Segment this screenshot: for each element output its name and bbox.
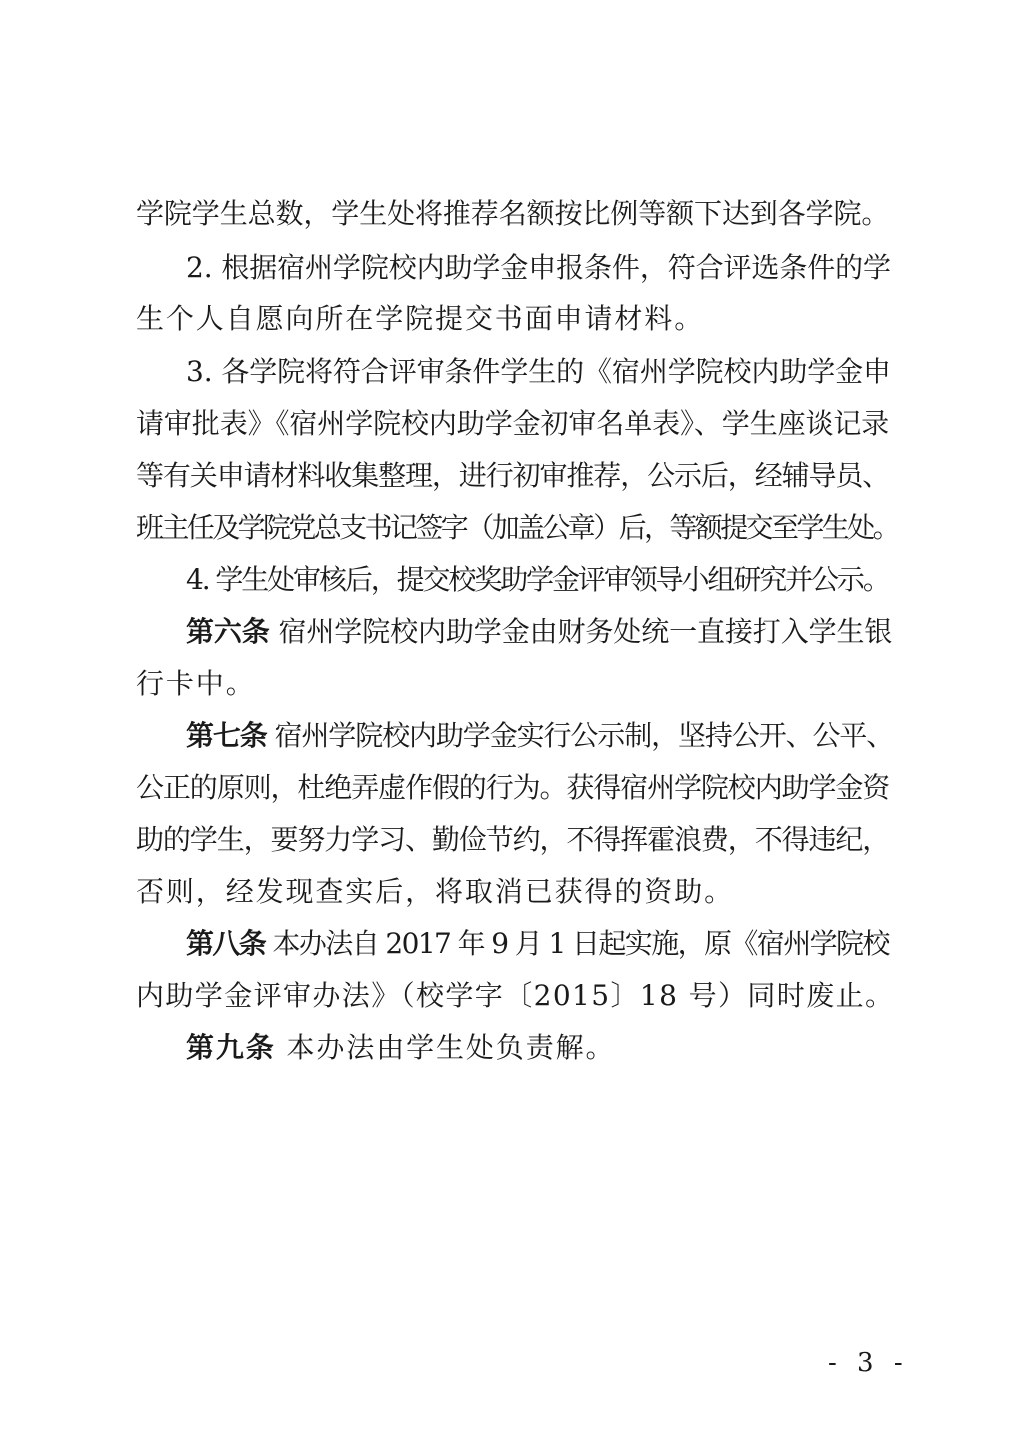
paragraph-line [136, 456, 889, 496]
line-text: 宿州学院校内助学金实行公示制，坚持公开、公平、 [266, 719, 894, 752]
paragraph-line [136, 508, 898, 548]
article-label: 第八条 [186, 927, 266, 960]
paragraph-line [136, 194, 889, 234]
line-text: 请审批表》《宿州学院校内助学金初审名单表》、学生座谈记录 [136, 407, 890, 440]
line-text: 本办法自 2017 年 9 月 1 日起实施，原《宿州学院校 [265, 927, 889, 960]
line-text: 3. 各学院将符合评审条件学生的《宿州学院校内助学金申 [186, 355, 891, 388]
paragraph-line [136, 976, 894, 1016]
line-text: 否则，经发现查实后，将取消已获得的资助。 [136, 875, 735, 908]
article-line [186, 924, 889, 964]
line-text: 等有关申请材料收集整理，进行初审推荐，公示后，经辅导员、 [136, 459, 890, 492]
page-number: - 3 - [828, 1348, 909, 1378]
article-label: 第九条 [186, 1031, 276, 1064]
paragraph-line [186, 560, 889, 600]
paragraph-line [136, 404, 889, 444]
article-line [186, 612, 892, 652]
article-label: 第六条 [186, 615, 270, 648]
line-text: 班主任及学院党总支书记签字（加盖公章）后，等额提交至学生处。 [136, 511, 899, 544]
article-line [186, 716, 893, 756]
line-text: 内助学金评审办法》（校学字〔2015〕18 号）同时废止。 [136, 979, 895, 1012]
line-text: 4. 学生处审核后，提交校奖助学金评审领导小组研究并公示。 [186, 563, 889, 596]
line-text: 宿州学院校内助学金由财务处统一直接打入学生银 [269, 615, 893, 648]
paragraph-line [186, 352, 891, 392]
article-line [186, 1028, 615, 1068]
paragraph-line [136, 820, 889, 860]
line-text: 公正的原则，杜绝弄虚作假的行为。获得宿州学院校内助学金资 [136, 771, 890, 804]
article-label: 第七条 [186, 719, 267, 752]
line-text: 本办法由学生处负责解。 [275, 1031, 616, 1064]
line-text: 学院学生总数，学生处将推荐名额按比例等额下达到各学院。 [136, 197, 890, 230]
paragraph-line [136, 299, 704, 339]
paragraph-line [186, 248, 891, 288]
paragraph-line [136, 872, 734, 912]
paragraph-line [136, 768, 889, 808]
line-text: 助的学生，要努力学习、勤俭节约，不得挥霍浪费，不得违纪， [136, 823, 890, 856]
line-text: 行卡中。 [136, 667, 256, 700]
line-text: 2. 根据宿州学院校内助学金申报条件，符合评选条件的学 [186, 251, 891, 284]
paragraph-line [136, 664, 256, 704]
line-text: 生个人自愿向所在学院提交书面申请材料。 [136, 302, 705, 335]
